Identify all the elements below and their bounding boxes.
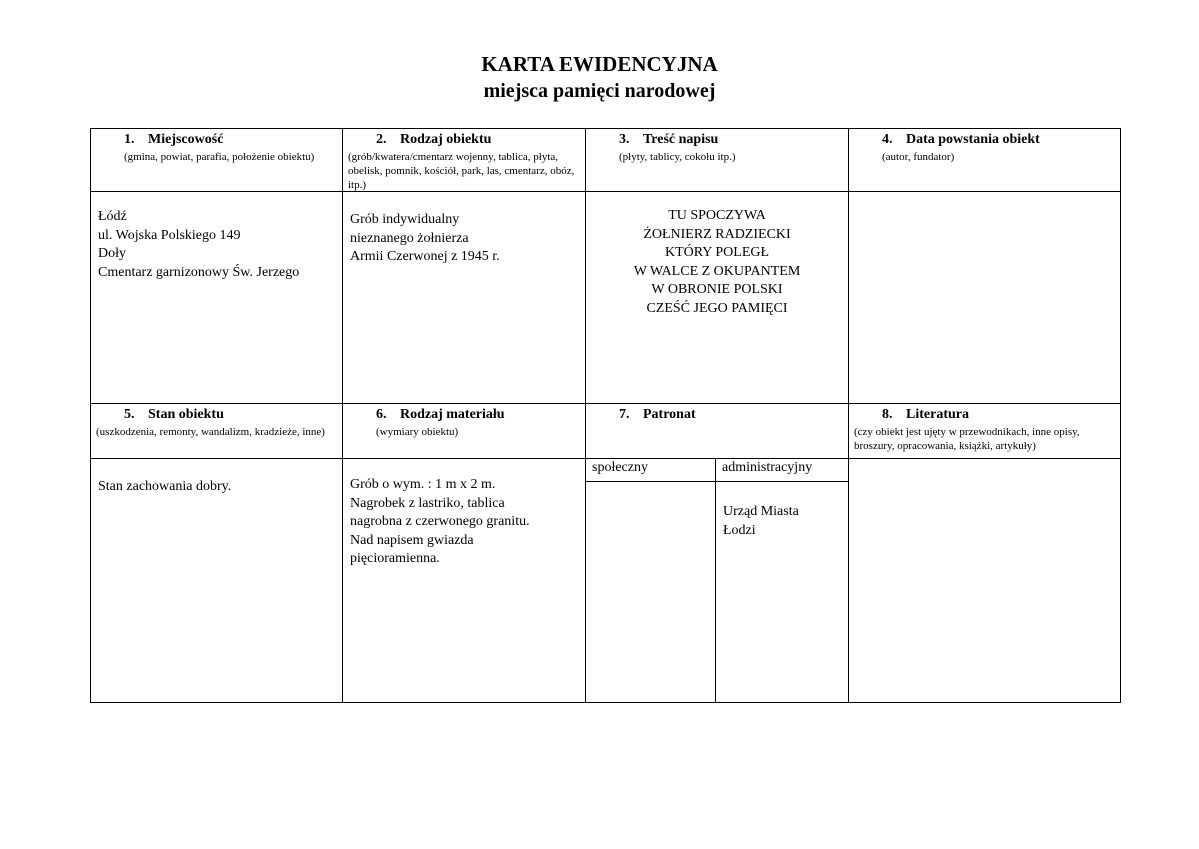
header-literature: 8. Literatura (czy obiekt jest ujęty w przewodnikach, inne opisy, broszury, opracowania, książki, artykuły) — [854, 407, 1116, 453]
header-object-type-note: (grób/kwatera/cmentarz wojenny, tablica, płyta, obelisk, pomnik, kościół, park, las, cmentarz, obóz, itp.) — [348, 151, 575, 191]
header-literature-note: (czy obiekt jest ujęty w przewodnikach, inne opisy, broszury, opracowania, książki, artykuły) — [854, 426, 1080, 452]
header-condition-note: (uszkodzenia, remonty, wandalizm, kradzieże, inne) — [96, 426, 325, 438]
condition-value: Stan zachowania dobry. — [98, 479, 232, 494]
header-object-type: 2. Rodzaj obiektu (grób/kwatera/cmentarz wojenny, tablica, płyta, obelisk, pomnik, kościół, park, las, cmentarz, obóz, itp.) — [348, 132, 580, 192]
locality-value: Łódź ul. Wojska Polskiego 149 Doły Cmentarz garnizonowy Św. Jerzego — [98, 209, 300, 280]
material-value: Grób o wym. : 1 m x 2 m. Nagrobek z lastriko, tablica nagrobna z czerwonego granitu. Nad napisem gwiazda pięcioramienna. — [350, 477, 530, 566]
header-locality: 1. Miejscowość (gmina, powiat, parafia, położenie obiektu) — [96, 132, 336, 164]
header-material: 6. Rodzaj materiału (wymiary obiektu) — [348, 407, 580, 439]
document-title: KARTA EWIDENCYJNA — [481, 52, 718, 76]
patronage-admin-value: Urząd Miasta Łodzi — [723, 504, 799, 538]
document-subtitle: miejsca pamięci narodowej — [483, 80, 716, 102]
header-locality-title: Miejscowość — [148, 132, 224, 147]
patronage-social-label: społeczny — [592, 460, 648, 475]
header-condition: 5. Stan obiektu (uszkodzenia, remonty, wandalizm, kradzieże, inne) — [96, 407, 336, 439]
header-patronage-title: Patronat — [643, 407, 696, 422]
object-type-value: Grób indywidualny nieznanego żołnierza Armii Czerwonej z 1945 r. — [350, 212, 500, 264]
header-creation-date-title: Data powstania obiekt — [906, 132, 1040, 147]
header-inscription-title: Treść napisu — [643, 132, 719, 147]
header-creation-date-note: (autor, fundator) — [882, 151, 955, 163]
header-literature-title: Literatura — [906, 407, 969, 422]
patronage-admin-label: administracyjny — [722, 460, 813, 475]
header-inscription-note: (płyty, tablicy, cokołu itp.) — [619, 151, 736, 163]
header-condition-title: Stan obiektu — [148, 407, 224, 422]
header-creation-date: 4. Data powstania obiekt (autor, fundator) — [854, 132, 1116, 164]
inscription-value: TU SPOCZYWA ŻOŁNIERZ RADZIECKI KTÓRY POLEGŁ W WALCE Z OKUPANTEM W OBRONIE POLSKI CZEŚĆ JEGO PAMIĘCI — [633, 208, 801, 316]
header-locality-note: (gmina, powiat, parafia, położenie obiektu) — [124, 151, 315, 163]
header-patronage: 7. Patronat — [619, 407, 696, 422]
header-material-title: Rodzaj materiału — [400, 407, 505, 422]
header-material-note: (wymiary obiektu) — [376, 426, 459, 438]
header-object-type-title: Rodzaj obiektu — [400, 132, 492, 147]
header-inscription: 3. Treść napisu (płyty, tablicy, cokołu itp.) — [591, 132, 843, 164]
